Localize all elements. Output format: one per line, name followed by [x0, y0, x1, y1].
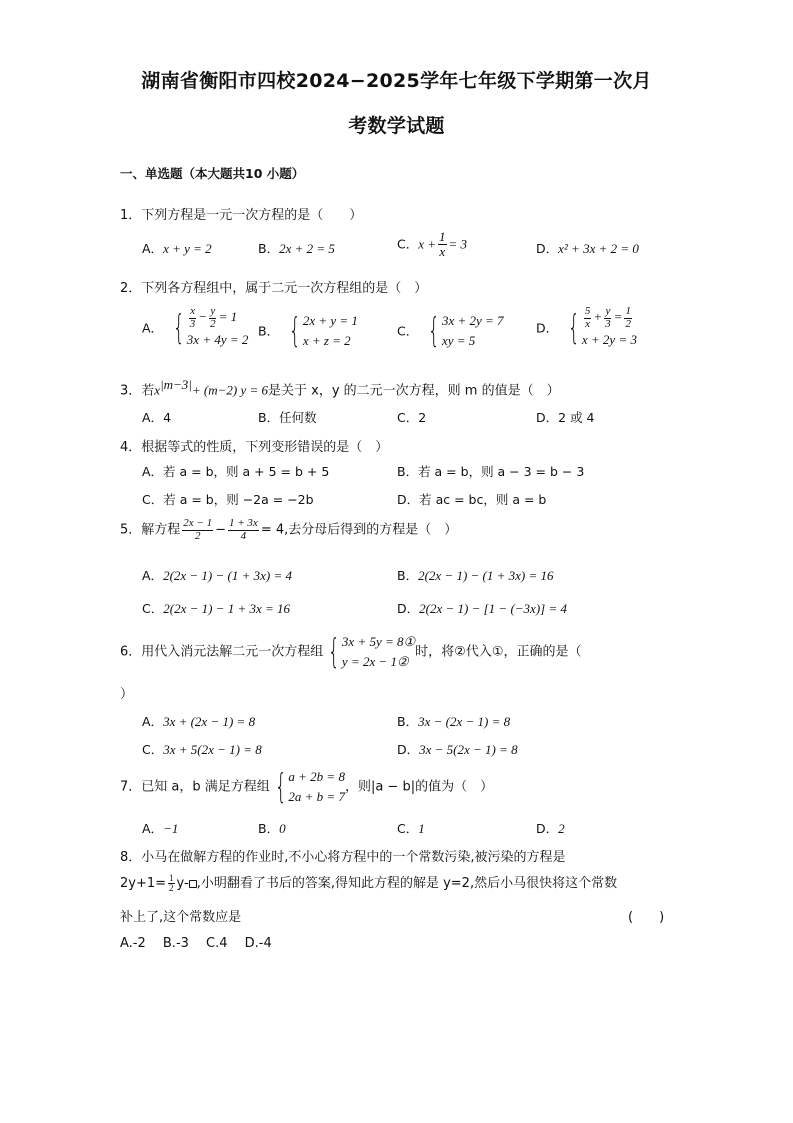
- question-5-stem: 5．解方程 $\frac{2x - 1}{2}$ − $\frac{1 + 3x}{4}$ = 4,去分母后得到的方程是（ ）: [120, 517, 458, 542]
- option-label: C．: [397, 821, 419, 836]
- option-label: A．: [142, 241, 164, 256]
- option-label: D．: [536, 241, 559, 256]
- fraction: $\frac{1}{2}$: [169, 872, 174, 893]
- option-text: 2(2x − 1) − 1 + 3x = 16: [163, 601, 291, 616]
- equation-system: [563, 306, 637, 350]
- option-text-pre: x +: [418, 236, 437, 252]
- math-expr: + (m−2) y = 6: [191, 382, 269, 398]
- option-label: C．: [142, 601, 164, 616]
- option-label: A．: [142, 568, 164, 583]
- stem-text: 是关于 x，y 的二元一次方程，则 m 的值是（ ）: [268, 383, 560, 399]
- question-2-option-b[interactable]: [258, 311, 358, 351]
- fraction: $\frac{1}{x}$: [439, 229, 446, 259]
- question-5-option-b[interactable]: [397, 565, 554, 584]
- question-2-option-a[interactable]: [142, 306, 248, 350]
- system-row: $\frac{x}{3}$ − $\frac{y}{2}$ = 1: [189, 305, 238, 330]
- question-5-option-d[interactable]: [397, 598, 567, 617]
- option-label: D．: [397, 742, 420, 757]
- option-text: x² + 3x + 2 = 0: [558, 241, 639, 256]
- system-row: 3x + 4y = 2: [186, 332, 249, 348]
- stem-text: = 4,去分母后得到的方程是（ ）: [260, 522, 458, 538]
- question-4-option-d[interactable]: D．若 ac = bc，则 a = b: [397, 492, 547, 507]
- option-label: C．: [397, 410, 419, 425]
- question-6-stem: [120, 632, 581, 672]
- option-text: 任何数: [279, 410, 317, 425]
- option-label: B．: [397, 568, 419, 583]
- page-title-line2: 考数学试题: [348, 115, 445, 137]
- question-7-option-b[interactable]: [258, 818, 286, 837]
- question-6-option-a[interactable]: [142, 711, 255, 730]
- question-8-options[interactable]: A.-2 B.-3 C.4 D.-4: [120, 936, 272, 951]
- equation-system: [168, 306, 248, 350]
- option-text: 1: [418, 821, 425, 836]
- option-label: A．: [142, 410, 164, 425]
- equation-system: [270, 767, 345, 807]
- option-label: A．: [142, 821, 164, 836]
- option-text: 2: [418, 410, 427, 425]
- question-2-option-d[interactable]: [536, 306, 637, 350]
- question-2-stem: 2．下列各方程组中，属于二元一次方程组的是（ ）: [120, 281, 428, 296]
- stem-text: 6．用代入消元法解二元一次方程组: [120, 644, 324, 660]
- brace-icon: {: [568, 308, 581, 349]
- option-text: 2(2x − 1) − (1 + 3x) = 16: [418, 568, 554, 583]
- question-6-option-b[interactable]: [397, 711, 510, 730]
- question-4-option-a[interactable]: A．若 a = b，则 a + 5 = b + 5: [142, 464, 330, 479]
- system-row: 3x + 5y = 8①: [341, 634, 416, 649]
- question-8-answer-paren: ( ): [628, 910, 665, 925]
- section-heading: 一、单选题（本大题共10 小题）: [120, 166, 305, 181]
- brace-icon: {: [173, 308, 185, 349]
- question-3-option-b[interactable]: [258, 408, 317, 426]
- stem-text: 5．解方程: [120, 522, 181, 538]
- stain-icon: [189, 880, 197, 888]
- option-text: 2(2x − 1) − (1 + 3x) = 4: [163, 568, 293, 583]
- option-text: x + y = 2: [163, 241, 212, 256]
- math-expr: 2y+1=: [120, 876, 167, 891]
- question-3-stem: [120, 377, 560, 398]
- option-text: 3x − 5(2x − 1) = 8: [419, 742, 518, 757]
- page-title-line1: 湖南省衡阳市四校2024−2025学年七年级下学期第一次月: [141, 70, 652, 92]
- question-5-option-c[interactable]: [142, 598, 290, 617]
- question-5-option-a[interactable]: [142, 565, 292, 584]
- question-7-option-c[interactable]: [397, 818, 425, 837]
- equation-system: [284, 311, 358, 351]
- option-text: 2x + 2 = 5: [279, 241, 335, 256]
- question-3-option-d[interactable]: [536, 408, 595, 426]
- question-7-option-d[interactable]: [536, 818, 565, 837]
- question-6-option-d[interactable]: [397, 739, 518, 758]
- question-6-option-c[interactable]: [142, 739, 262, 758]
- question-1-stem: 1．下列方程是一元一次方程的是（ ）: [120, 208, 363, 223]
- question-8-line-3: 补上了,这个常数应是: [120, 910, 242, 925]
- option-label: D．: [536, 320, 559, 336]
- option-label: C．: [142, 742, 164, 757]
- question-4-stem: 4．根据等式的性质，下列变形错误的是（ ）: [120, 440, 389, 455]
- option-label: A．: [142, 714, 164, 729]
- system-row: xy = 5: [441, 333, 476, 349]
- stem-text: ，则|a − b|的值为（ ）: [344, 779, 494, 795]
- math-expr: x: [154, 382, 161, 398]
- option-text: 3x − (2x − 1) = 8: [418, 714, 511, 729]
- option-text-post: = 3: [448, 236, 468, 252]
- option-text: 3x + 5(2x − 1) = 8: [163, 742, 262, 757]
- system-row: y = 2x − 1②: [341, 654, 409, 670]
- system-row: a + 2b = 8: [288, 769, 345, 784]
- option-text: −1: [163, 821, 179, 836]
- question-1-option-b[interactable]: [258, 238, 335, 257]
- option-text: 4: [163, 410, 172, 425]
- stem-text: 7．已知 a，b 满足方程组: [120, 779, 270, 795]
- option-label: B．: [258, 821, 280, 836]
- exponent: |m−3|: [160, 377, 192, 392]
- option-text: 2(2x − 1) − [1 − (−3x)] = 4: [419, 601, 567, 616]
- option-text: 2: [558, 821, 565, 836]
- option-label: D．: [536, 410, 559, 425]
- question-8-line-2: [120, 872, 617, 893]
- option-label: B．: [258, 323, 280, 339]
- system-row: x + 2y = 3: [581, 332, 637, 348]
- math-expr: y-: [176, 876, 189, 891]
- option-text: 3x + (2x − 1) = 8: [163, 714, 256, 729]
- question-3-option-c[interactable]: [397, 408, 426, 426]
- question-7-option-a[interactable]: [142, 818, 178, 837]
- question-6-stem-tail: ）: [120, 687, 134, 702]
- option-text: 2 或 4: [558, 410, 595, 425]
- brace-icon: {: [289, 311, 301, 352]
- stem-text: 时，将②代入①，正确的是（: [415, 644, 582, 660]
- stem-text: 3．若: [120, 383, 155, 399]
- question-3-option-a[interactable]: [142, 408, 171, 426]
- option-label: A．: [142, 320, 164, 336]
- option-label: B．: [397, 714, 419, 729]
- question-1-option-c[interactable]: [397, 230, 467, 258]
- system-row: 2x + y = 1: [302, 313, 358, 328]
- option-label: B．: [258, 241, 280, 256]
- option-label: B．: [258, 410, 280, 425]
- equation-system: [423, 311, 503, 351]
- question-4-option-b[interactable]: B．若 a = b，则 a − 3 = b − 3: [397, 464, 585, 479]
- option-label: C．: [397, 236, 419, 252]
- question-4-option-c[interactable]: C．若 a = b，则 −2a = −2b: [142, 492, 314, 507]
- option-label: C．: [397, 323, 419, 339]
- brace-icon: {: [328, 632, 341, 673]
- option-text: 0: [279, 821, 286, 836]
- option-label: D．: [536, 821, 559, 836]
- system-row: $\frac{5}{x}$ + $\frac{y}{3}$ = $\frac{1}{2}$: [584, 305, 631, 330]
- stem-text: ,小明翻看了书后的答案,得知此方程的解是 y=2,然后小马很快将这个常数: [196, 876, 618, 891]
- question-1-option-a[interactable]: [142, 238, 212, 257]
- option-label: D．: [397, 601, 420, 616]
- system-row: 2a + b = 7: [288, 789, 345, 805]
- fraction: $\frac{2x - 1}{2}$: [183, 517, 213, 542]
- fraction: $\frac{1 + 3x}{4}$: [229, 517, 258, 542]
- question-7-stem: [120, 767, 493, 807]
- brace-icon: {: [428, 311, 441, 352]
- question-1-option-d[interactable]: [536, 238, 639, 257]
- system-row: 3x + 2y = 7: [441, 313, 504, 328]
- question-8-line-1: 8．小马在做解方程的作业时,不小心将方程中的一个常数污染,被污染的方程是: [120, 850, 566, 865]
- question-2-option-c[interactable]: [397, 311, 504, 351]
- system-row: x + z = 2: [302, 333, 351, 349]
- equation-system: [323, 632, 415, 672]
- brace-icon: {: [274, 767, 287, 808]
